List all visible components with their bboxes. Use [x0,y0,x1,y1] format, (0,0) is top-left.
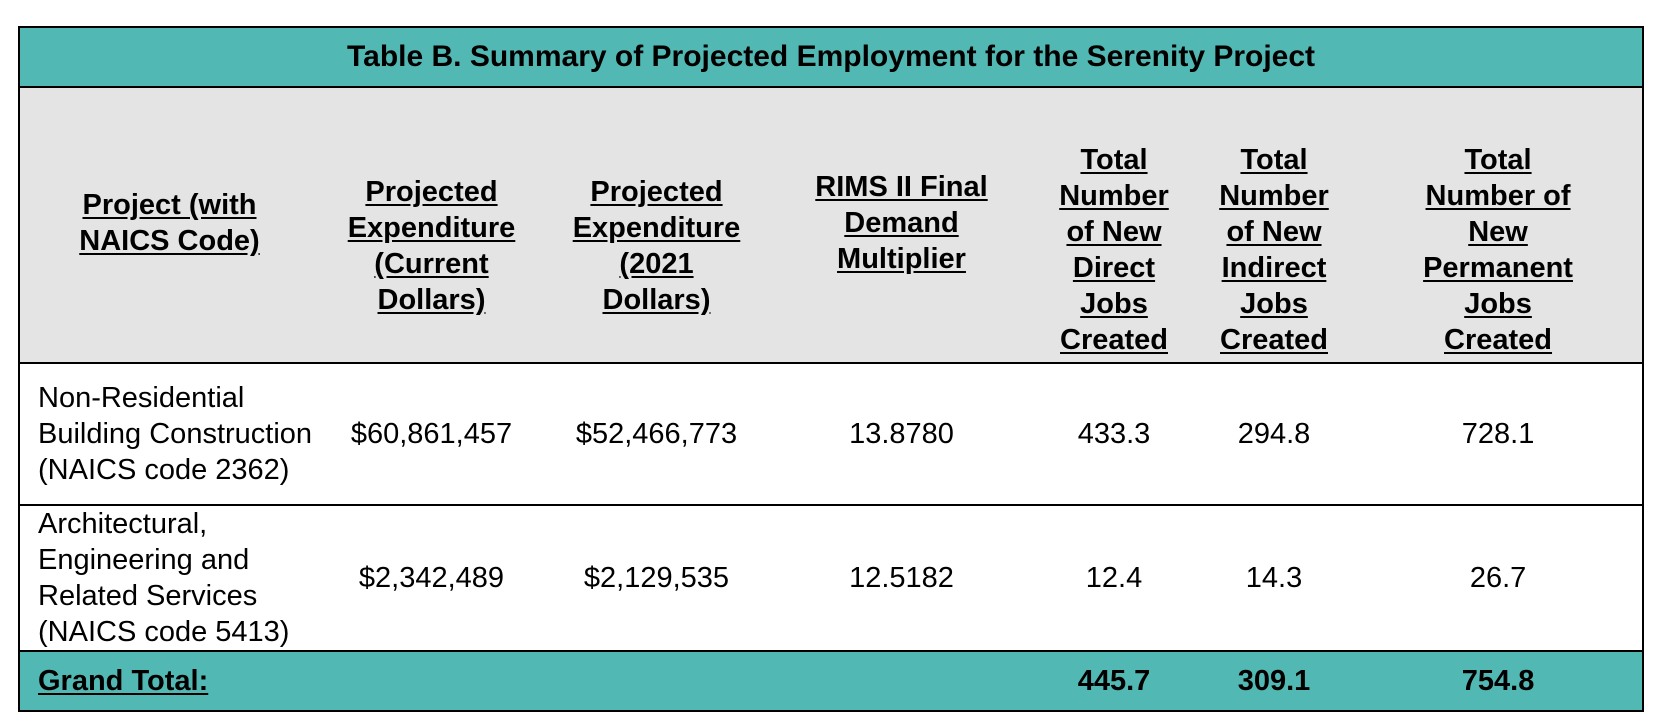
permanent-jobs-cell: 26.7 [1354,505,1643,651]
direct-jobs-cell: 12.4 [1034,505,1194,651]
column-header-direct-jobs: Total Number of New Direct Jobs Created [1034,87,1194,363]
grand-total-indirect: 309.1 [1194,651,1354,711]
grand-total-permanent: 754.8 [1354,651,1643,711]
expenditure-current-cell: $60,861,457 [319,363,544,505]
column-header-expenditure-current: Projected Expenditure (Current Dollars) [319,87,544,363]
column-header-indirect-jobs: Total Number of New Indirect Jobs Created [1194,87,1354,363]
table-container [18,26,1642,712]
column-header-project: Project (with NAICS Code) [19,87,319,363]
permanent-jobs-cell: 728.1 [1354,363,1643,505]
direct-jobs-cell: 433.3 [1034,363,1194,505]
multiplier-cell: 13.8780 [769,363,1034,505]
project-name-cell: Non-Residential Building Construction (NAICS code 2362) [19,363,319,505]
employment-summary-table [18,26,1644,712]
indirect-jobs-cell: 14.3 [1194,505,1354,651]
grand-total-label: Grand Total: [19,651,1034,711]
column-header-rims-multiplier: RIMS II Final Demand Multiplier [769,87,1034,363]
column-header-permanent-jobs: Total Number of New Permanent Jobs Created [1354,87,1643,363]
table-row [19,505,1643,651]
indirect-jobs-cell: 294.8 [1194,363,1354,505]
grand-total-direct: 445.7 [1034,651,1194,711]
expenditure-2021-cell: $52,466,773 [544,363,769,505]
table-title: Table B. Summary of Projected Employment for the Serenity Project [19,27,1643,87]
project-name-cell: Architectural, Engineering and Related Services (NAICS code 5413) [19,505,319,651]
column-header-expenditure-2021: Projected Expenditure (2021 Dollars) [544,87,769,363]
table-row [19,363,1643,505]
grand-total-row [19,651,1643,711]
column-header-row [19,87,1643,363]
expenditure-2021-cell: $2,129,535 [544,505,769,651]
expenditure-current-cell: $2,342,489 [319,505,544,651]
title-row [19,27,1643,87]
multiplier-cell: 12.5182 [769,505,1034,651]
